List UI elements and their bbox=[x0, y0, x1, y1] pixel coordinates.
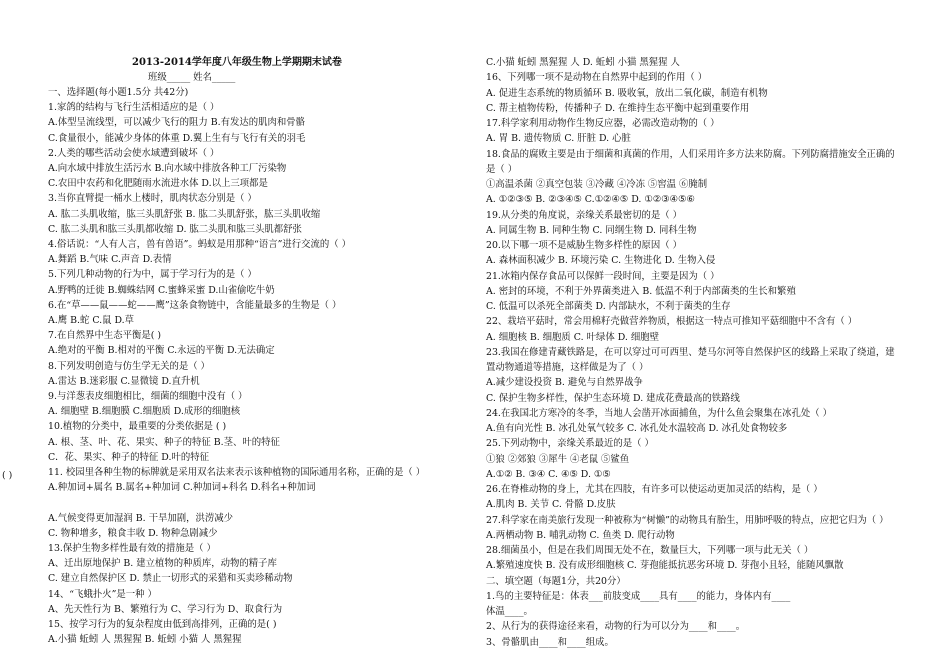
text-line: A.体型呈流线型，可以减少飞行的阻力 B.有发达的肌肉和骨骼 bbox=[48, 117, 305, 129]
text-line: 2.人类的哪些活动会使水域遭到破坏（ ） bbox=[48, 147, 220, 159]
text-line: 7.在自然界中生态平衡是( ) bbox=[48, 330, 161, 342]
text-line: A.野鸭的迁徙 B.蜘蛛结网 C.蜜蜂采蜜 D.山雀偷吃牛奶 bbox=[48, 284, 275, 296]
text-line: 16、下列哪一项不是动物在自然界中起到的作用（ ） bbox=[486, 72, 708, 84]
text-line: A.向水域中排放生活污水 B.向水域中排放各种工厂污染物 bbox=[48, 163, 287, 174]
text-line: A.肌肉 B. 关节 C. 骨骼 D.皮肤 bbox=[486, 499, 616, 511]
text-line: C. 建立自然保护区 D. 禁止一切形式的采猎和买卖珍稀动物 bbox=[48, 573, 293, 585]
text-line: 26.在脊椎动物的身上，尤其在四肢，有许多可以使运动更加灵活的结构，是（ ） bbox=[486, 484, 823, 495]
text-line: 13.保护生物多样性最有效的措施是（ ） bbox=[48, 543, 216, 554]
stray-bracket: ( ) bbox=[2, 470, 13, 481]
text-line: A.种加词+属名 B.属名+种加词 C.种加词+科名 D.科名+种加词 bbox=[48, 482, 316, 494]
text-line: 10.植物的分类中，最重要的分类依据是 ( ) bbox=[48, 421, 227, 433]
text-line: C.食量很小，能减少身体的体重 D.翼上生有与飞行有关的羽毛 bbox=[48, 132, 306, 144]
text-line: A.减少建设投资 B. 避免与自然界战争 bbox=[486, 377, 643, 389]
text-line: 18.食品的腐败主要是由于细菌和真菌的作用，人们采用许多方法来防腐。下列防腐措施安全正确的 bbox=[486, 148, 895, 160]
text-line: C．花、果实、种子的特征 D.叶的特征 bbox=[48, 451, 209, 463]
text-line: 28.细菌虽小，但是在我们周围无处不在，数量巨大，下列哪一项与此无关（ ） bbox=[486, 545, 814, 556]
text-line: 1.鸟的主要特征是：体表___前肢变成____具有____的能力，身体内有____ bbox=[486, 590, 791, 602]
text-line: 21.冰箱内保存食品可以保鲜一段时间，主要是因为（ ） bbox=[486, 270, 720, 282]
text-line: A. 细胞壁 B.细胞膜 C.细胞质 D.成形的细胞核 bbox=[48, 406, 241, 418]
text-line: 二、填空题（每题1分，共20分） bbox=[486, 575, 626, 587]
text-line: A.气候变得更加湿润 B. 干旱加剧，洪涝减少 bbox=[48, 512, 233, 524]
text-line: A.舞蹈 B.气味 C.声音 D.表情 bbox=[48, 254, 172, 266]
text-line: 24.在我国北方寒冷的冬季，当地人会凿开冰面捕鱼，为什么鱼会聚集在冰孔处（ ） bbox=[486, 407, 833, 419]
text-line: A. 促进生态系统的物质循环 B. 吸收氧，放出二氧化碳，制造有机物 bbox=[486, 87, 768, 99]
text-line: 体温____。 bbox=[486, 606, 533, 617]
text-line: 17.科学家利用动物作生物反应器，必需改造动物的（ ） bbox=[486, 118, 720, 129]
text-line: A. 密封的环境，不利于外界菌类进入 B. 低温不利于内部菌类的生长和繁殖 bbox=[486, 285, 796, 297]
text-line: C. 肱二头肌和肱三头肌都收缩 D. 肱二头肌和肱三头肌都舒张 bbox=[48, 223, 302, 235]
text-line: 2、从行为的获得途径来看，动物的行为可以分为____和____。 bbox=[486, 621, 746, 633]
class-name-line: 班级_____ 姓名_____ bbox=[148, 72, 236, 83]
text-line: A.雷达 B.迷彩服 C.显微镜 D.直升机 bbox=[48, 375, 200, 387]
text-line: A. 肱二头肌收缩，肱三头肌舒张 B. 肱二头肌舒张，肱三头肌收缩 bbox=[48, 208, 321, 220]
text-line: ①狼 ②郊狼 ③犀牛 ④老鼠 ⑤鲨鱼 bbox=[486, 453, 630, 465]
text-line: 25.下列动物中，亲缘关系最近的是（ ） bbox=[486, 438, 654, 450]
text-line: C. 低温可以杀死全部菌类 D. 内部缺水，不利于菌类的生存 bbox=[486, 301, 731, 312]
text-line: 6.在“草——鼠——蛇——鹰”这条食物链中，含能量最多的生物是（ ） bbox=[48, 299, 342, 311]
text-line: ①高温杀菌 ②真空包装 ③冷藏 ④冷冻 ⑤窖温 ⑥腌制 bbox=[486, 179, 708, 190]
text-line: 1.家鸽的结构与飞行生活相适应的是（ ） bbox=[48, 102, 220, 114]
text-line: 27.科学家在南美旅行发现一种被称为“树懒”的动物具有胎生，用肺呼吸的特点，应把它归为（ ） bbox=[486, 514, 889, 526]
text-line: A. 同属生物 B. 同种生物 C. 同纲生物 D. 同科生物 bbox=[486, 224, 697, 236]
text-line: C.小猫 蚯蚓 黑猩猩 人 D. 蚯蚓 小猫 黑猩猩 人 bbox=[486, 57, 680, 68]
text-line: A、迁出原地保护 B. 建立植物的种质库，动物的精子库 bbox=[48, 558, 277, 570]
text-line: A、先天性行为 B、繁殖行为 C、学习行为 D、取食行为 bbox=[48, 603, 283, 615]
text-line: 14、“飞蛾扑火”是一种 ） bbox=[48, 588, 157, 600]
text-line: 3、骨骼肌由____和____组成。 bbox=[486, 636, 614, 648]
text-line: 3.当你直臂提一桶水上楼时，肌肉状态分别是（ ） bbox=[48, 193, 257, 205]
text-line: 22、栽培平菇时，常会用棉籽壳做营养物质，根据这一特点可推知平菇细胞中不含有（ ） bbox=[486, 316, 858, 328]
text-line: 5.下列几种动物的行为中，属于学习行为的是（ ） bbox=[48, 269, 257, 281]
text-line: A. 根、茎、叶、花、果实、种子的特征 B.茎、叶的特征 bbox=[48, 436, 280, 448]
text-line: A. 森林面积减少 B. 环境污染 C. 生物进化 D. 生物入侵 bbox=[486, 255, 716, 267]
text-line: A. ①②③⑤ B. ②③④⑤ C.①②④⑤ D. ①②③④⑤⑥ bbox=[486, 194, 695, 206]
text-line: 19.从分类的角度说，亲缘关系最密切的是（ ） bbox=[486, 209, 683, 221]
text-line: C. 保护生物多样性，保护生态环境 D. 建成花费最高的铁路线 bbox=[486, 392, 740, 404]
text-line: 23.我国在修建青藏铁路是，在可以穿过可可西里、楚马尔河等自然保护区的线路上采取了绕道，建 bbox=[486, 346, 895, 358]
text-line: A.小猫 蚯蚓 人 黑猩猩 B. 蚯蚓 小猫 人 黑猩猩 bbox=[48, 634, 242, 646]
text-line: A. 胃 B. 遗传物质 C. 肝脏 D. 心脏 bbox=[486, 133, 631, 145]
text-line: C. 帮主植物传粉，传播种子 D. 在维持生态平衡中起到重要作用 bbox=[486, 102, 750, 114]
text-line: A.繁殖速度快 B. 没有成形细胞核 C. 芽孢能抵抗恶劣环境 D. 芽孢小且轻，能随风飘散 bbox=[486, 560, 844, 572]
text-line: 8.下列发明创造与仿生学无关的是（ ） bbox=[48, 360, 210, 372]
text-line: A.鹰 B.蛇 C.鼠 D.草 bbox=[48, 315, 135, 326]
section-heading: 一、选择题(每小题1.5分 共42分) bbox=[48, 87, 189, 98]
text-line: A.①② B. ③④ C. ④⑤ D. ①⑤ bbox=[486, 468, 611, 480]
text-line: A. 细胞核 B. 细胞质 C. 叶绿体 D. 细胞壁 bbox=[486, 331, 659, 343]
text-line: 置动物通道等措施，这样做是为了（ ） bbox=[486, 362, 649, 373]
text-line: A.绝对的平衡 B.相对的平衡 C.永远的平衡 D.无法确定 bbox=[48, 345, 275, 357]
text-line: C. 物种增多，粮食丰收 D. 物种急剧减少 bbox=[48, 527, 218, 539]
page-title: 2013-2014学年度八年级生物上学期期末试卷 bbox=[132, 57, 342, 68]
text-line: C.农田中农药和化肥随雨水流进水体 D.以上三项都是 bbox=[48, 178, 268, 190]
text-line: 11. 校园里各种生物的标牌就是采用双名法来表示该种植物的国际通用名称，正确的是（ ） bbox=[48, 467, 426, 478]
text-line: A.鱼有向光性 B. 冰孔处氧气较多 C. 冰孔处水温较高 D. 冰孔处食物较多 bbox=[486, 423, 788, 434]
text-line: 20.以下哪一项不是威胁生物多样性的原因（ ） bbox=[486, 240, 683, 251]
text-line: 是（ ） bbox=[486, 163, 518, 175]
text-line: A.两栖动物 B. 哺乳动物 C. 鱼类 D. 爬行动物 bbox=[486, 529, 675, 541]
text-line: 15、按学习行为的复杂程度由低到高排列，正确的是( ) bbox=[48, 619, 277, 630]
text-line: 4.俗话说：“人有人言，兽有兽语”。蚂蚁是用那种“语言”进行交流的（ ） bbox=[48, 239, 351, 250]
text-line: 9.与洋葱表皮细胞相比，细菌的细胞中没有（ ） bbox=[48, 391, 248, 402]
